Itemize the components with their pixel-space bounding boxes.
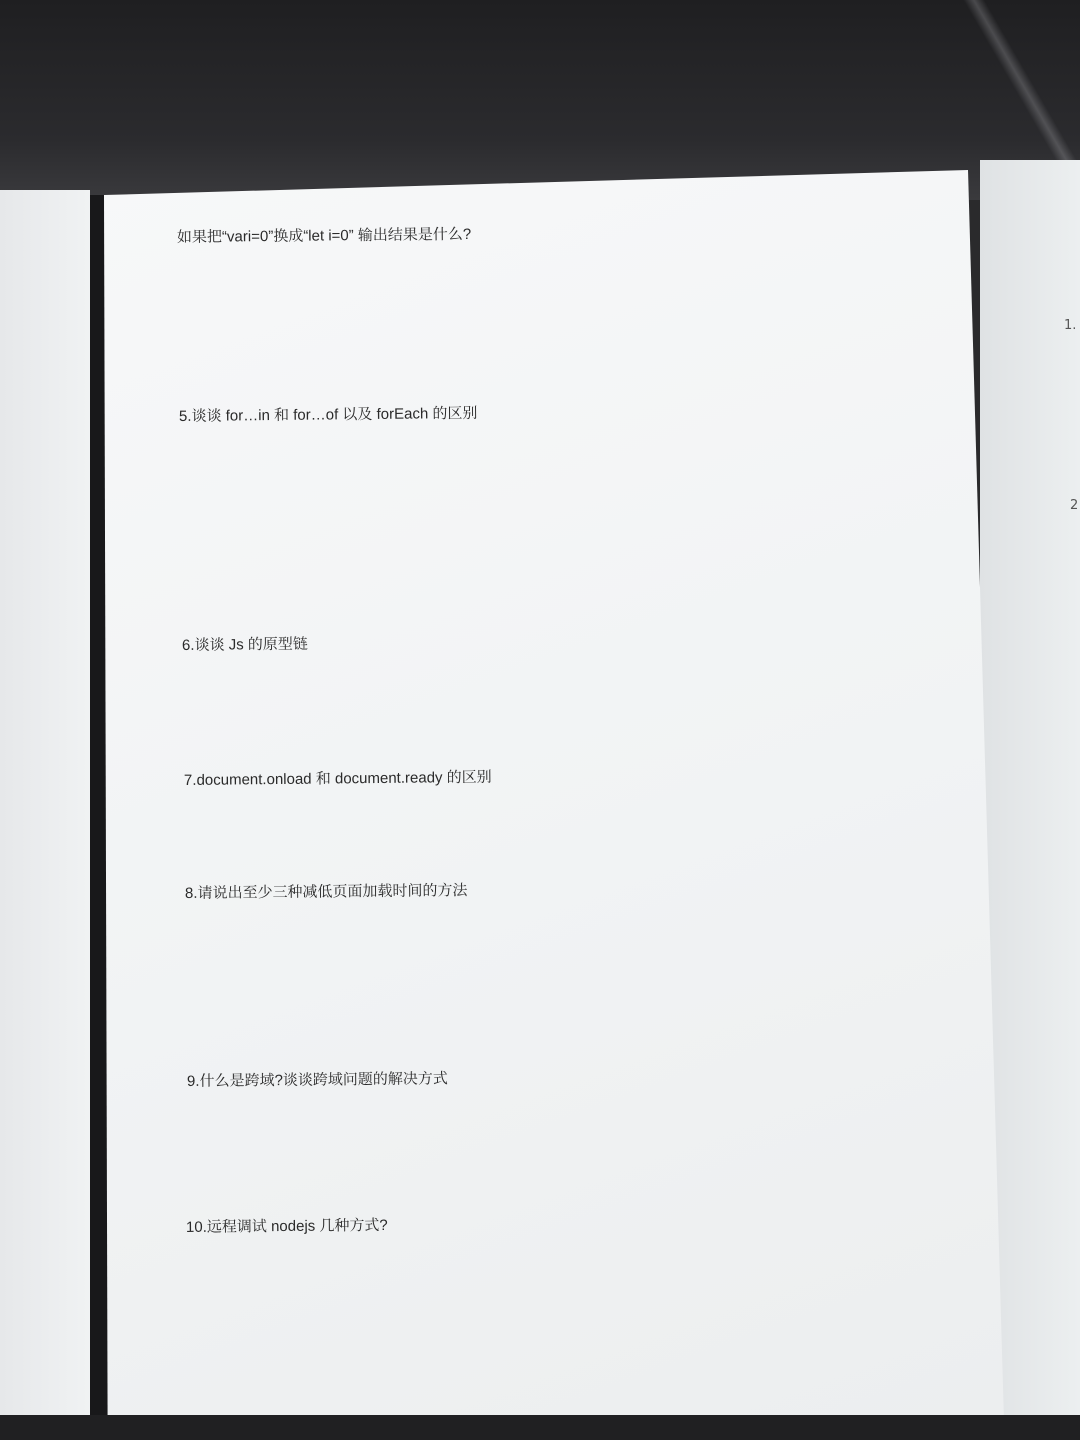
light-streak (960, 0, 1080, 160)
left-paper-sheet (0, 190, 90, 1425)
right-sheet-marker-1: 1. (1064, 318, 1077, 333)
question-9: 9.什么是跨域?谈谈跨域问题的解决方式 (186, 1070, 448, 1090)
question-8: 8.请说出至少三种减低页面加载时间的方法 (184, 882, 468, 902)
question-10: 10.远程调试 nodejs 几种方式? (185, 1216, 388, 1236)
question-5: 5.谈谈 for…in 和 for…of 以及 forEach 的区别 (178, 404, 478, 425)
background-top (0, 0, 1080, 200)
background-bottom (0, 1415, 1080, 1440)
right-sheet-marker-2: 2 (1070, 498, 1079, 513)
question-7: 7.document.onload 和 document.ready 的区别 (183, 768, 492, 789)
question-4-followup: 如果把“vari=0”换成“let i=0” 输出结果是什么? (176, 225, 472, 246)
question-6: 6.谈谈 Js 的原型链 (181, 635, 308, 654)
